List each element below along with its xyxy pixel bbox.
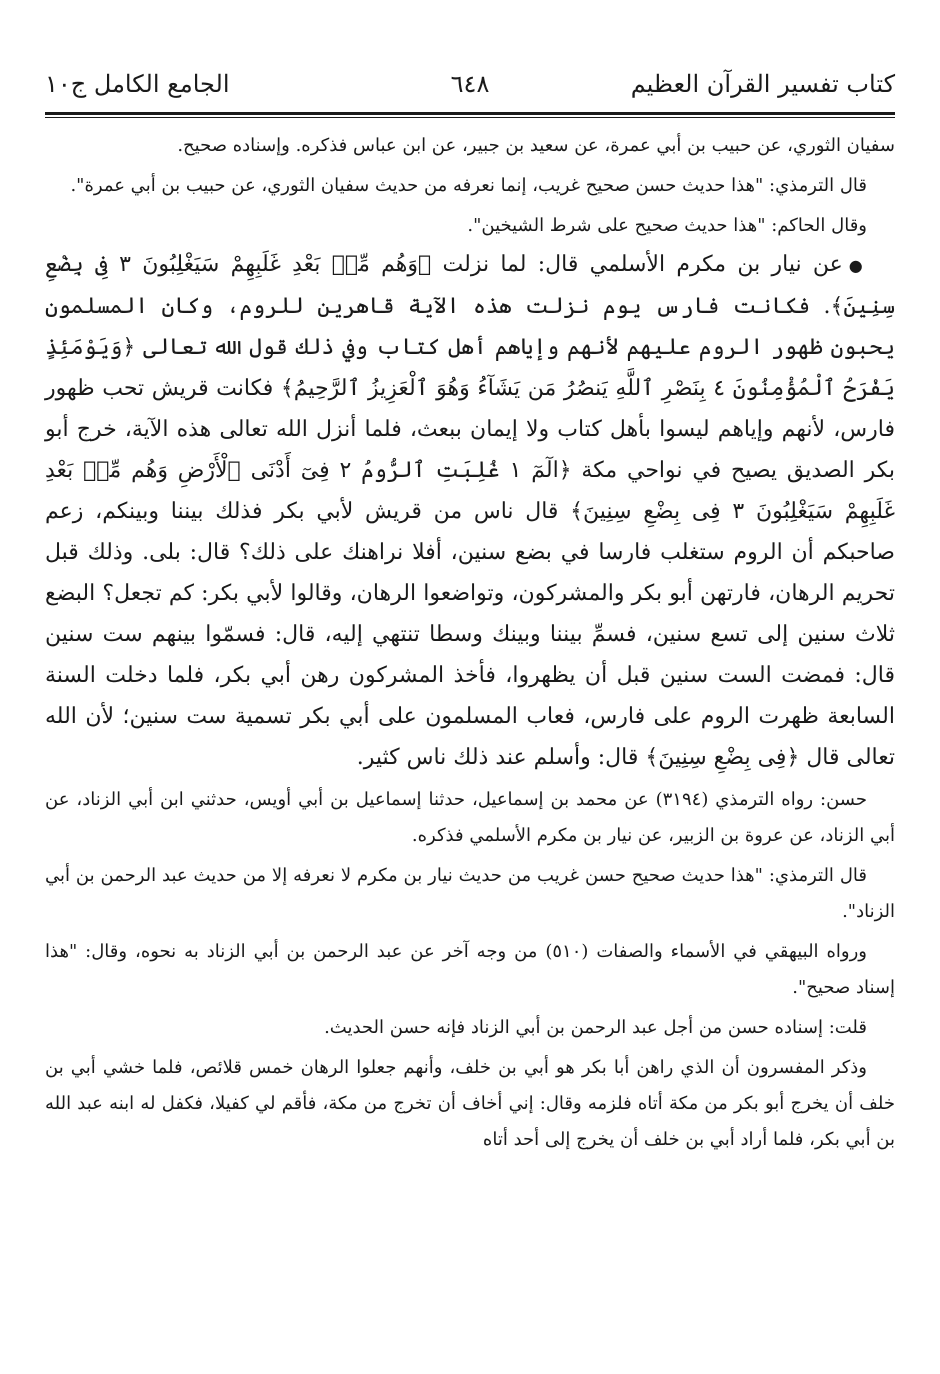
- paragraph-hakim: وقال الحاكم: "هذا حديث صحيح على شرط الشيخين".: [467, 215, 867, 236]
- paragraph-mufassirun: وذكر المفسرون أن الذي راهن أبا بكر هو أبي بن خلف، وأنهم جعلوا الرهان خمس قلائص، فلما خشي أبي بن خلف أن يخرج أبو بكر من مكة أتاه فلزمه وقال: إني أخاف أن تخرج من مكة، فأقم لي كفيلا، فكفل له ابنه عبد الله بن أبي بكر، فلما أراد أبي بن خلف أن يخرج إلى أحد أتاه: [45, 1057, 895, 1150]
- paragraph-tirmidhi-1: قال الترمذي: "هذا حديث حسن صحيح غريب، إنما نعرفه من حديث سفيان الثوري، عن حبيب بن أبي عمرة".: [70, 175, 867, 196]
- page-number: ٦٤٨: [450, 70, 490, 98]
- book-title: كتاب تفسير القرآن العظيم: [630, 70, 895, 98]
- paragraph-author-note: قلت: إسناده حسن من أجل عبد الرحمن بن أبي الزناد فإنه حسن الحديث.: [324, 1017, 867, 1038]
- book-page: [45, 62, 895, 1158]
- paragraph-bayhaqi: ورواه البيهقي في الأسماء والصفات (٥١٠) من وجه آخر عن عبد الرحمن بن أبي الزناد به نحوه، وقال: "هذا إسناد صحيح".: [45, 941, 895, 998]
- hadith-text: عن نيار بن مكرم الأسلمي قال: لما نزلت ﴿وَهُم مِّنۢ بَعْدِ غَلَبِهِمْ سَيَغْلِبُونَ ٣ فِى بِضْعِ سِنِينَ﴾. فكانت فارس يوم نزلت هذه الآية قاهرين للروم، وكان المسلمون يحبون ظهور الروم عليهم لأنهم وإياهم أهل كتاب وفي ذلك قول الله تعالى ﴿وَيَوْمَئِذٍ يَفْرَحُ ٱلْمُؤْمِنُونَ ٤ بِنَصْرِ ٱللَّهِ يَنصُرُ مَن يَشَآءُ وَهُوَ ٱلْعَزِيزُ ٱلرَّحِيمُ﴾ فكانت قريش تحب ظهور فارس، لأنهم وإياهم ليسوا بأهل كتاب ولا إيمان ببعث، فلما أنزل الله تعالى هذه الآية، خرج أبو بكر الصديق يصيح في نواحي مكة ﴿الٓمٓ ١ غُلِبَتِ ٱلرُّومُ ٢ فِىٓ أَدْنَى ٱلْأَرْضِ وَهُم مِّنۢ بَعْدِ غَلَبِهِمْ سَيَغْلِبُونَ ٣ فِى بِضْعِ سِنِينَ﴾ قال ناس من قريش لأبي بكر فذلك بيننا وبينكم، زعم صاحبكم أن الروم ستغلب فارسا في بضع سنين، أفلا نراهنك على ذلك؟ قال: بلى. وذلك قبل تحريم الرهان، فارتهن أبو بكر والمشركون، وتواضعوا الرهان، وقالوا لأبي بكر: كم تجعل؟ البضع ثلاث سنين إلى تسع سنين، فسمِّ بيننا وبينك وسطا تنتهي إليه، قال: فسمّوا بينهم ست سنين قال: فمضت الست سنين قبل أن يظهروا، فأخذ المشركون رهن أبي بكر، فلما دخلت السنة السابعة ظهرت الروم على فارس، فعاب المسلمون على أبي بكر تسمية ست سنين؛ لأن الله تعالى قال ﴿فِى بِضْعِ سِنِينَ﴾ قال: وأسلم عند ذلك ناس كثير.: [45, 252, 895, 770]
- volume-label: الجامع الكامل ج١٠: [45, 70, 230, 98]
- header-rule-thick: [45, 112, 895, 115]
- paragraph-hadith-main: [45, 244, 895, 778]
- paragraph-takhrij: حسن: رواه الترمذي (٣١٩٤) عن محمد بن إسماعيل، حدثنا إسماعيل بن أبي أويس، حدثني ابن أبي الزناد، عن أبي الزناد، عن عروة بن الزبير، عن نيار بن مكرم الأسلمي فذكره.: [45, 789, 895, 846]
- paragraph-tirmidhi-2: قال الترمذي: "هذا حديث صحيح حسن غريب من حديث نيار بن مكرم لا نعرفه إلا من حديث عبد الرحمن بن أبي الزناد".: [45, 865, 895, 922]
- paragraph-chain-end: سفيان الثوري، عن حبيب بن أبي عمرة، عن سعيد بن جبير، عن ابن عباس فذكره. وإسناده صحيح.: [177, 135, 895, 156]
- bullet-marker: ●: [848, 256, 867, 275]
- header-rule-thin: [45, 117, 895, 118]
- running-header: [45, 62, 895, 110]
